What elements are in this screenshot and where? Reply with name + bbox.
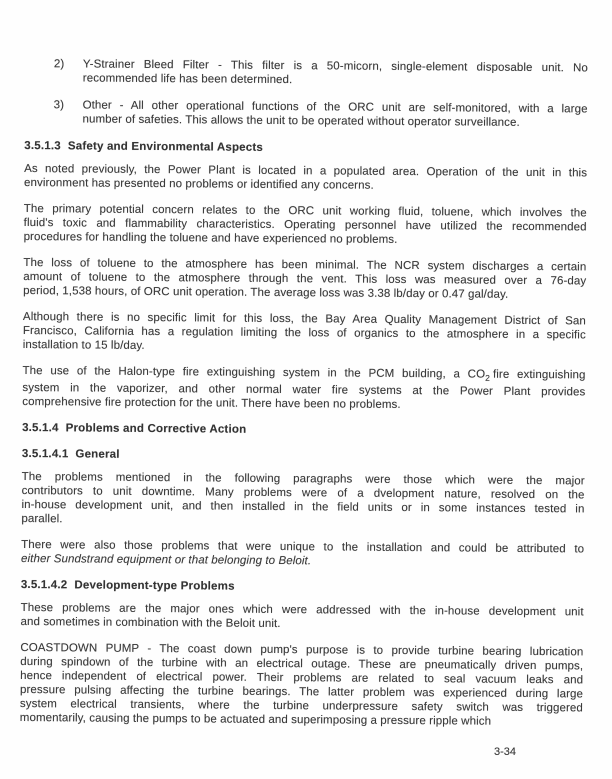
text-line: during spindown of the turbine with an electrical outage. These are pneumatically driven pumps, bbox=[20, 656, 584, 673]
paragraph-unique-problems bbox=[21, 538, 584, 570]
text-line: fluid's toxic and flammability characteristics. Operating personnel have utilized the recommended bbox=[23, 216, 587, 234]
heading-number: 3.5.1.3 bbox=[24, 139, 61, 153]
text-line: As noted previously, the Power Plant is located in a populated area. Operation of the unit in this bbox=[24, 162, 588, 180]
text-line: comprehensive fire protection for the unit. There have been no problems. bbox=[22, 396, 401, 412]
paragraph-populated-area bbox=[24, 162, 587, 194]
text-line: There were also those problems that were unique to the installation and could be attributed to bbox=[21, 539, 585, 556]
text-line: Francisco, California has a regulation limiting the loss of organics to the atmosphere in a specific bbox=[22, 324, 586, 342]
paragraph-coastdown-pump bbox=[20, 641, 584, 729]
heading-title: Development-type Problems bbox=[74, 579, 235, 593]
text-line: These problems are the major ones which were addressed with the in-house development unit bbox=[20, 602, 584, 619]
text-line: environment has presented no problems or identified any concerns. bbox=[23, 176, 374, 192]
text-line: installation to 15 lb/day. bbox=[22, 338, 145, 352]
paragraph-toluene-concern bbox=[24, 202, 587, 248]
text-line: period, 1,538 hours, of ORC unit operation. The average loss was 3.38 lb/day or 0.47 gal/day. bbox=[23, 284, 509, 301]
text-line: hence independent of electrical power. Their problems are related to seal vacuum leaks and bbox=[20, 670, 584, 687]
heading-number: 3.5.1.4.1 bbox=[21, 448, 69, 461]
paragraph-downtime-contributors bbox=[21, 470, 584, 530]
paragraph-regulation-limit bbox=[23, 310, 586, 356]
text-line: parallel. bbox=[21, 513, 63, 526]
text-line: COASTDOWN PUMP - The coast down pump's purpose is to provide turbine bearing lubrication bbox=[20, 642, 584, 659]
text-line: number of safeties. This allows the unit to be operated without operator surveillance. bbox=[82, 113, 520, 129]
heading-title: General bbox=[75, 448, 120, 462]
heading-title: Safety and Environmental Aspects bbox=[67, 140, 264, 154]
section-heading-problems-corrective-action bbox=[22, 421, 585, 439]
paragraph-major-problems bbox=[21, 601, 584, 633]
text-line: Y-Strainer Bleed Filter - This filter is a 50-micorn, single-element disposable unit. No bbox=[82, 58, 588, 75]
list-item-text bbox=[83, 57, 588, 89]
heading-number: 3.5.1.4.2 bbox=[20, 579, 68, 592]
text-line: The primary potential concern relates to the ORC unit working fluid, toluene, which involves the bbox=[23, 202, 587, 220]
text-line: The loss of toluene to the atmosphere has been minimal. The NCR system discharges a certain bbox=[23, 256, 587, 274]
numbered-list-item-2 bbox=[25, 57, 588, 89]
heading-number: 3.5.1.4 bbox=[22, 422, 59, 435]
text-line: pressure pulsing affecting the turbine bearings. The latter problem was experienced during large bbox=[19, 684, 584, 701]
numbered-list-item-3 bbox=[24, 98, 587, 130]
paragraph-toluene-loss bbox=[23, 256, 586, 302]
text-line: system in the vaporizer, and other normal water fire systems at the Power Plant provides bbox=[22, 382, 586, 399]
list-item-text bbox=[82, 98, 587, 130]
text-line: amount of toluene to the atmosphere through the vent. This loss was measured over a 76-day bbox=[23, 270, 587, 288]
section-heading-development-type-problems bbox=[21, 578, 584, 596]
text-line: and sometimes in combination with the Beloit unit. bbox=[20, 616, 281, 631]
text-line: procedures for handling the toluene and have experienced no problems. bbox=[23, 230, 398, 246]
text-segment: The use of the Halon-type fire extinguishing system in the PCM building, a CO bbox=[22, 364, 486, 381]
text-segment: fire extinguishing bbox=[492, 368, 586, 382]
text-line: contributors to unit downtime. Many problems were of a dvelopment nature, resolved on the bbox=[21, 485, 585, 502]
section-heading-general bbox=[22, 447, 585, 465]
text-line: Although there is no specific limit for this loss, the Bay Area Quality Management District of San bbox=[22, 310, 586, 328]
list-item-number: 2) bbox=[53, 58, 65, 71]
heading-title: Problems and Corrective Action bbox=[65, 422, 247, 437]
italic-text-segment: either Sundstrand equipment or that belonging to Beloit. bbox=[21, 553, 312, 568]
page-number: 3-34 bbox=[494, 746, 517, 758]
text-line: Other - All other operational functions of the ORC unit are self-monitored, with a large bbox=[82, 99, 588, 116]
list-item-number: 3) bbox=[53, 99, 65, 112]
paragraph-fire-protection bbox=[22, 364, 585, 414]
text-line: system electrical transients, where the turbine underpressure safety switch was triggered bbox=[19, 698, 583, 715]
page-content bbox=[20, 57, 588, 742]
subscript-2: 2 bbox=[485, 372, 491, 383]
text-line: The problems mentioned in the following paragraphs were those which were the major bbox=[21, 471, 585, 488]
text-line: recommended life has been determined. bbox=[82, 72, 293, 87]
text-line: momentarily, causing the pumps to be actuated and superimposing a pressure ripple which bbox=[19, 712, 492, 728]
section-heading-safety-environmental bbox=[24, 139, 587, 157]
text-line: in-house development unit, and then installed in the field units or in some instances tested in bbox=[21, 499, 585, 516]
